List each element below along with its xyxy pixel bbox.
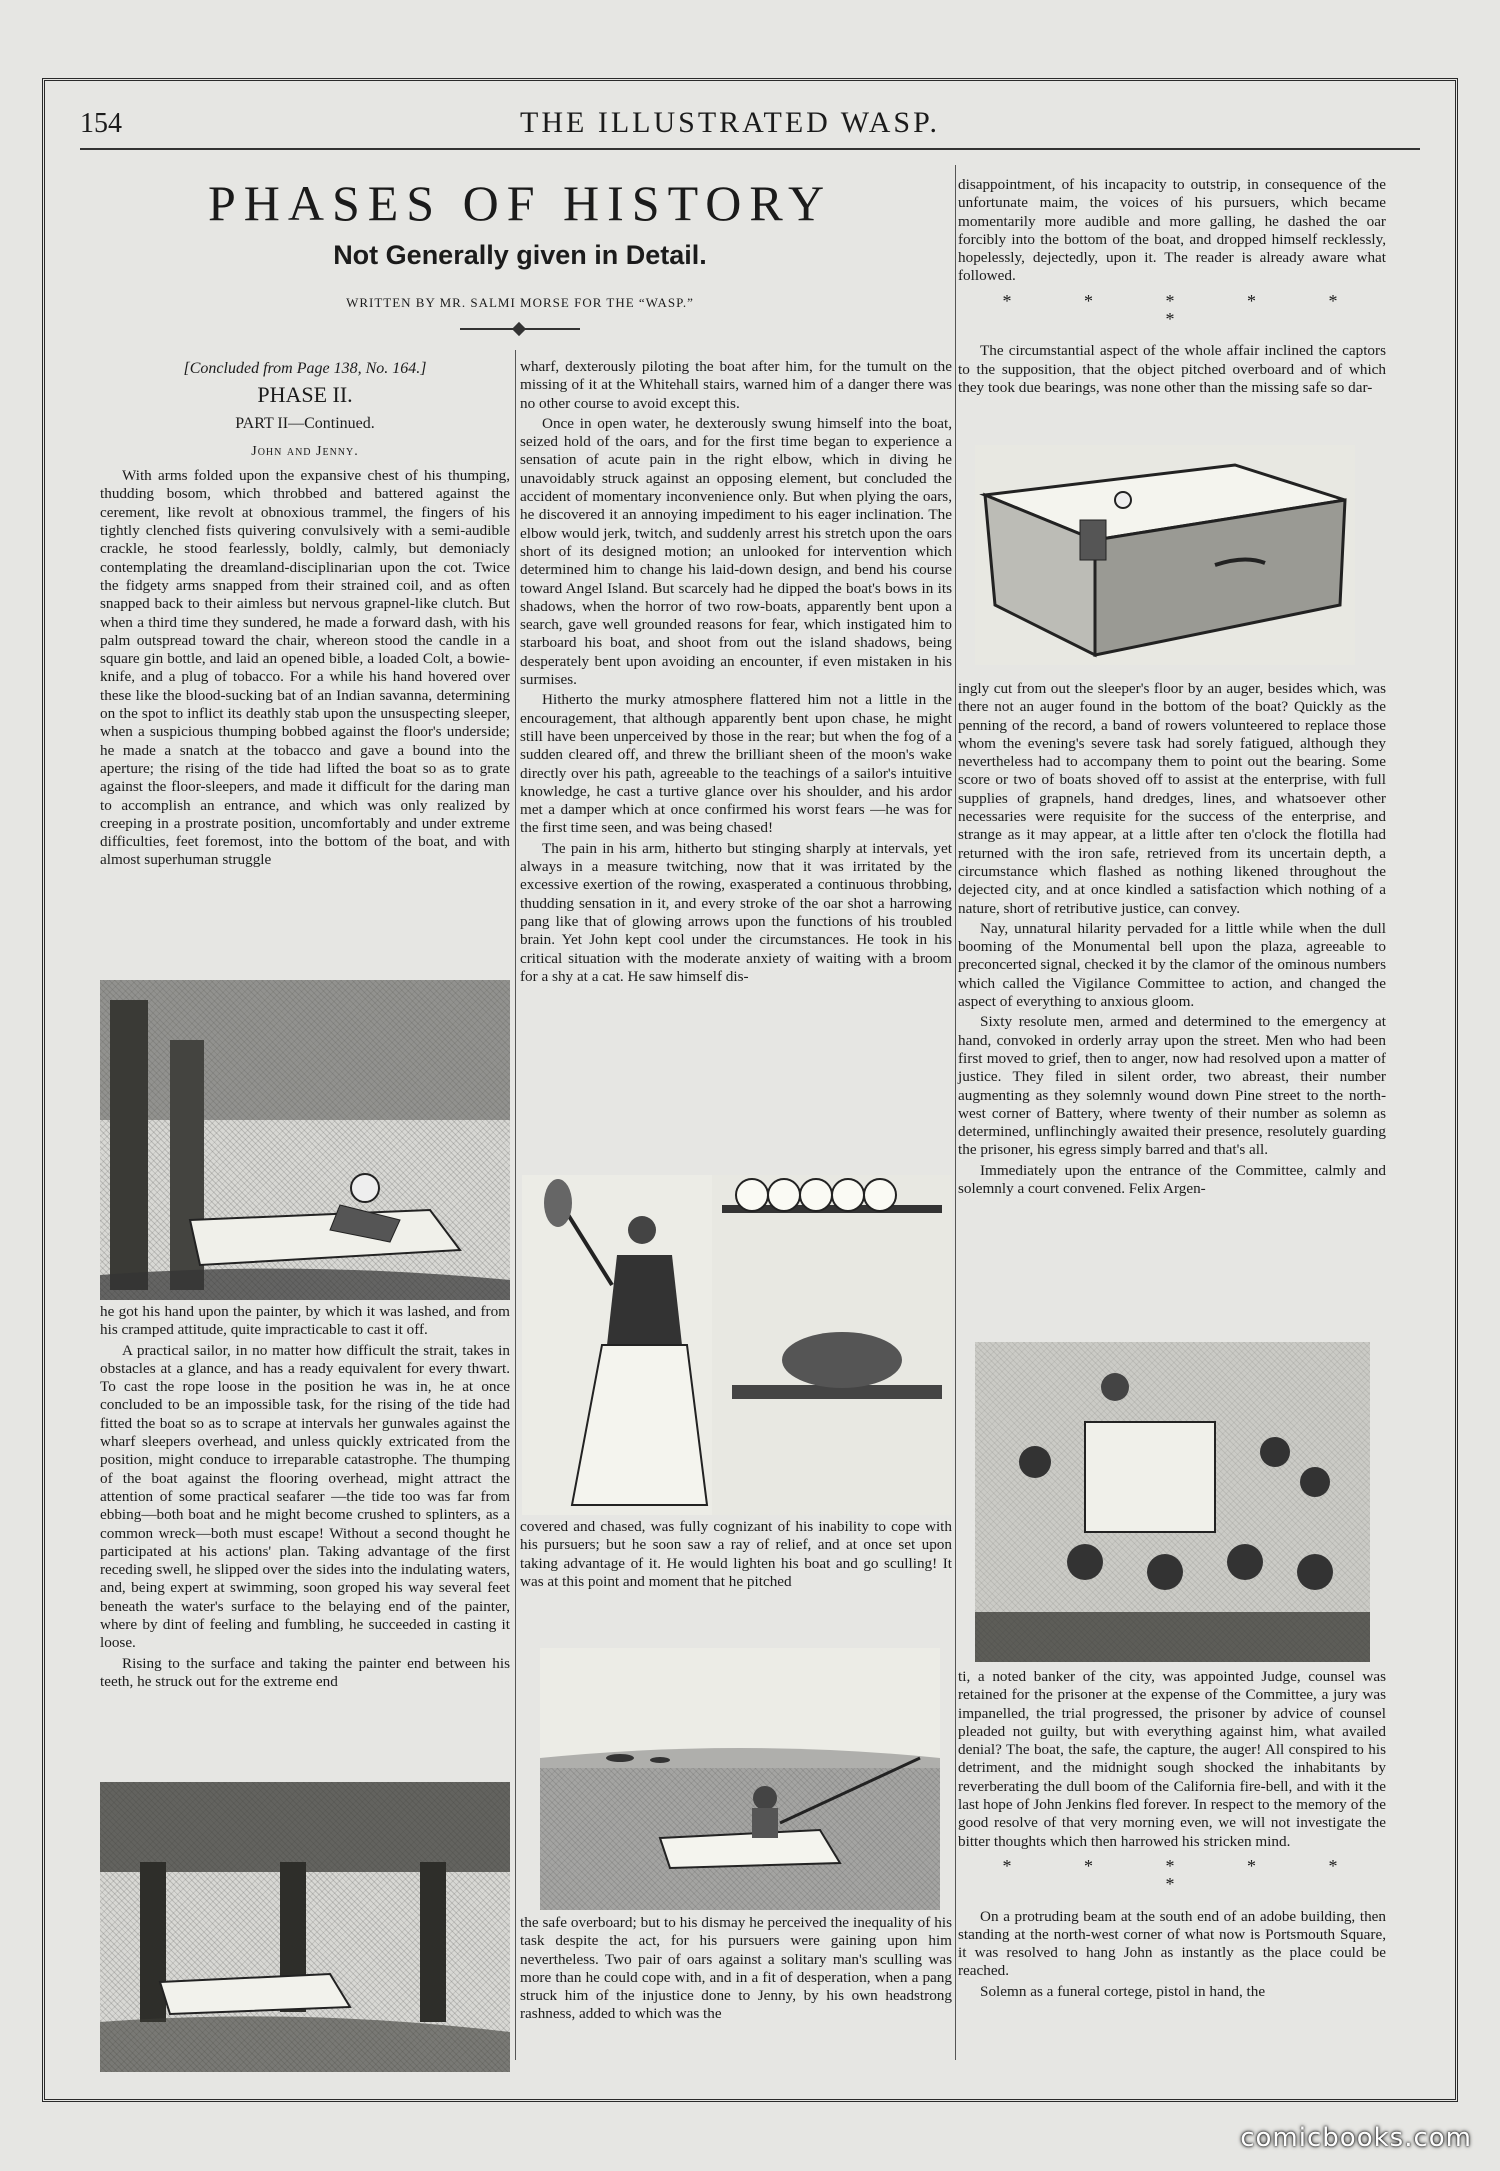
paragraph: wharf, dexterously piloting the boat after him, for the tumult on the missing of it at the Whitehall stairs, warned him of a danger there was no other course to avoid except this. [520, 358, 952, 412]
paragraph: ti, a noted banker of the city, was appointed Judge, counsel was retained for the prisoner at the expense of the Committee, a jury was impanelled, the trial progressed, the prisoner by advice of counsel pleaded not guilty, but with everything against him, what availed denial? The boat, the safe, the capture, the auger! All conspired to his detriment, and the midnight sough shocked the inhabitants by reverberating the dull boom of the California fire-bell, and with it the last hope of John Jenkins fled forever. In respect to the memory of the good resolve of that very morning even, we will not investigate the bitter thoughts which then harrowed his stricken mind. [958, 1668, 1386, 1850]
section-break: * * * * * * [1002, 290, 1372, 330]
journal-title: THE ILLUSTRATED WASP. [520, 106, 940, 139]
paragraph: ingly cut from out the sleeper's floor by an auger, besides which, was there not an auger found in the bottom of the boat? Quickly as the penning of the record, a band of rowers volunteered to replace those whom the evening's severe task had sorely fatigued, although they nevertheless had to accompany them to point out the bearing. Some score or two of boats shoved off to assist at the enterprise, with full supplies of grapnels, hand dredges, lines, and whatsoever other necessaries were requisite for the success of the enterprise, and strange as it may appear, at a little after ten o'clock the flotilla had returned with the iron safe, retrieved from its uncertain depth, a circumstance which flashed as nothing likened throughout the dejected city, and at once kindled a satisfaction which nothing of a nature, short of retributive justice, can convey. [958, 680, 1386, 917]
column-3-middle [958, 680, 1386, 1198]
illustration-woman-with-broom [522, 1175, 952, 1515]
paragraph: On a protruding beam at the south end of an adobe building, then standing at the north-west corner of what now is Portsmouth Square, it was resolved to hang John as instantly as the place could be reached. [958, 1907, 1386, 1980]
paragraph: With arms folded upon the expansive chest of his thumping, thudding bosom, which throbbed and battered against the cerement, like revolt at obnoxious trammel, the fingers of his tightly clenched fists quivering convulsively with a semi-audible crackle, he stood fearlessly, boldly, calmly, but demoniacly contemplating the dreamland-disciplinarian upon the cot. Twice the fidgety arms snapped from their strained coil, and as often snapped back to their aimless but nervous grapnel-like clutch. But when a third time they sundered, he made a forward dash, with his palm outspread toward the chair, whereon stood the candle in a square gin bottle, and laid an opened bible, a loaded Colt, a bowie-knife, and a plug of tobacco. For a while his hand hovered over these like the blood-sucking bat of an Indian savanna, determining on the spot to inflict its deathly stab upon the unsuspecting sleeper, when a suspicious thumping bobbed against the floor's underside; he made a snatch at the tobacco and gave a bound into the aperture; the rising of the tide had lifted the boat so as to grate against the floor-sleepers, and made it difficult for the daring man to accomplish an entrance, and which was only realized by creeping in a prostrate position, uncomfortably and under extreme difficulties, feet foremost, into the bottom of the boat, and with almost superhuman struggle [100, 467, 510, 869]
paragraph: Sixty resolute men, armed and determined to the emergency at hand, convoked in orderly array upon the street. Men who had been first moved to grief, then to anger, now had resolved upon a matter of justice. They filed in silent order, two abreast, their number augmenting as they solemnly wound down Pine street to the north-west corner of Battery, where twenty of their number as solemn as determined, unflinchingly awaited their presence, resolutely guarding the prisoner, his egress simply barred and that's all. [958, 1013, 1386, 1159]
article-title: PHASES OF HISTORY [207, 175, 833, 231]
concluded-note: [Concluded from Page 138, No. 164.] [183, 360, 427, 377]
paragraph: Solemn as a funeral cortege, pistol in hand, the [980, 1982, 1266, 2000]
paragraph: Rising to the surface and taking the painter end between his teeth, he struck out for the extreme end [100, 1654, 510, 1690]
illustration-man-under-wharf [100, 980, 510, 1300]
watermark: comicbooks.com [1240, 2123, 1472, 2153]
article-subtitle: Not Generally given in Detail. [333, 240, 707, 270]
column-rule [515, 350, 516, 2060]
illustration-vigilance-court [975, 1342, 1370, 1662]
paragraph: he got his hand upon the painter, by which it was lashed, and from his cramped attitude, quite impracticable to cast it off. [100, 1303, 510, 1339]
paragraph: Once in open water, he dexterously swung himself into the boat, seized hold of the oars, and for the first time began to experience a sensation of acute pain in the right elbow, which in diving he unavoidably struck against an opposing element, but concluded the accident of momentary inconvenience only. But when plying the oars, he discovered it an annoying impediment to his eager inclination. The elbow would jerk, twitch, and suddenly arrest his stretch upon the oars short of its designed motion; an unlooked for intervention which determined him to change his laid-down design, and bend his course toward Angel Island. But scarcely had he dipped the boat's bows in its shadows, when the horror of two row-boats, apparently bent upon a search, gave well grounded reasons for fear, which instigated him to starboard his boat, and shoot from out the island shadows, being desperately bent upon avoiding an encounter, if even mistaken in his surmises. [520, 414, 952, 689]
column-2-top [520, 358, 952, 986]
paragraph: Immediately upon the entrance of the Committee, calmly and solemnly a court convened. Felix Argen- [958, 1161, 1386, 1198]
column-3-top [958, 176, 1386, 397]
column-1-middle [100, 1303, 510, 1691]
paragraph: The circumstantial aspect of the whole affair inclined the captors to the supposition, that the object pitched overboard and of which they took due bearings, was none other than the missing safe so dar- [958, 342, 1386, 396]
column-3-bottom [958, 1668, 1386, 2001]
column-2-middle [520, 1518, 952, 1591]
article-byline: WRITTEN BY MR. SALMI MORSE FOR THE “WASP.” [346, 295, 694, 310]
illustration-iron-safe [975, 445, 1355, 665]
column-rule [955, 165, 956, 2060]
article-heading [90, 170, 950, 333]
paragraph: A practical sailor, in no matter how difficult the strait, takes in obstacles at a glance, and has a ready equivalent for every thwart. To cast the rope loose in the position he was in, he at once concluded to be an impossible task, for the rising of the tide had fitted the boat so as to scrape at intervals her gunwales against the wharf sleepers overhead, and unless quickly extricated from the position, might conduce to irreparable catastrophe. The thumping of the boat against the flooring overhead, might attract the attention of some practical seafarer —the tide too was far from ebbing—both boat and he might become crushed to splinters, as a common wreck—both must escape! Without a second thought he participated at his actions' plan. Taking advantage of the first receding swell, he slipped over the sides into the indulating waters, and, being expert at swimming, soon groped his way several feet beneath the water's surface to the belaying end of the painter, where by dint of feeling and fumbling, he succeeded in casting it loose. [100, 1341, 510, 1652]
paragraph: Nay, unnatural hilarity pervaded for a little while when the dull booming of the Monumental bell upon the plaza, agreeable to preconcerted signal, checked it by the clamor of the ominous numbers which called the Vigilance Committee to action, and changed the aspect of everything to anxious gloom. [958, 919, 1386, 1011]
section-break: * * * * * * [1002, 1855, 1372, 1895]
illustration-boat-under-pier [100, 1782, 510, 2072]
part-heading: PART II—Continued. [235, 414, 375, 432]
paragraph: disappointment, of his incapacity to outstrip, in consequence of the unfortunate maim, the voices of his pursuers, which became momentarily more audible and more galling, he dashed the oar forcibly into the bottom of the boat, and dropped himself recklessly, hopelessly, dejectedly, upon it. The reader is already aware what followed. [958, 176, 1386, 285]
page-number: 154 [80, 108, 122, 139]
ornament-rule [460, 323, 580, 333]
illustration-sculling-boat [540, 1648, 940, 1910]
phase-heading: PHASE II. [257, 382, 353, 408]
column-2-bottom [520, 1914, 952, 2024]
paragraph: the safe overboard; but to his dismay he perceived the inequality of his task despite the act, for his pursuers were gaining upon him nevertheless. Two pair of oars against a solitary man's sculling was more than he could cope with, and in a fit of desperation, when a pang struck him of the injustice done to Jenny, by his own headstrong rashness, added to which was the [520, 1914, 952, 2023]
paragraph: covered and chased, was fully cognizant of his inability to cope with his pursuers; but he soon saw a ray of relief, and at once set upon taking advantage of it. He would lighten his boat and go sculling! It was at this point and moment that he pitched [520, 1518, 952, 1590]
header-rule [80, 148, 1420, 150]
running-head [80, 104, 1380, 144]
chapter-heading: John and Jenny. [251, 443, 359, 459]
paragraph: Hitherto the murky atmosphere flattered him not a little in the encouragement, that although apparently bent upon chase, he might still have been unperceived by those in the rear; but when the fog of a sudden cleared off, and threw the brilliant sheen of the moon's wake directly over his path, agreeable to the teachings of a sailor's intuitive knowledge, he cast a turtive glance over his shoulder, and his ardor met a damper which at once confirmed his worst fears —he was for the first time seen, and was being chased! [520, 691, 952, 837]
column-1-top [100, 360, 510, 870]
paragraph: The pain in his arm, hitherto but stinging sharply at intervals, yet always in a measure twitching, now that it was irritated by the excessive exertion of the rowing, exasperated a continuous throbbing, thudding sensation in it, and every stroke of the oar shot a harrowing pang like that of glowing arrows upon the functions of his troubled brain. Yet John kept cool under the circumstances. He took in his critical situation with the moderate anxiety of waiting with a broom for a shy at a cat. He saw himself dis- [520, 839, 952, 985]
